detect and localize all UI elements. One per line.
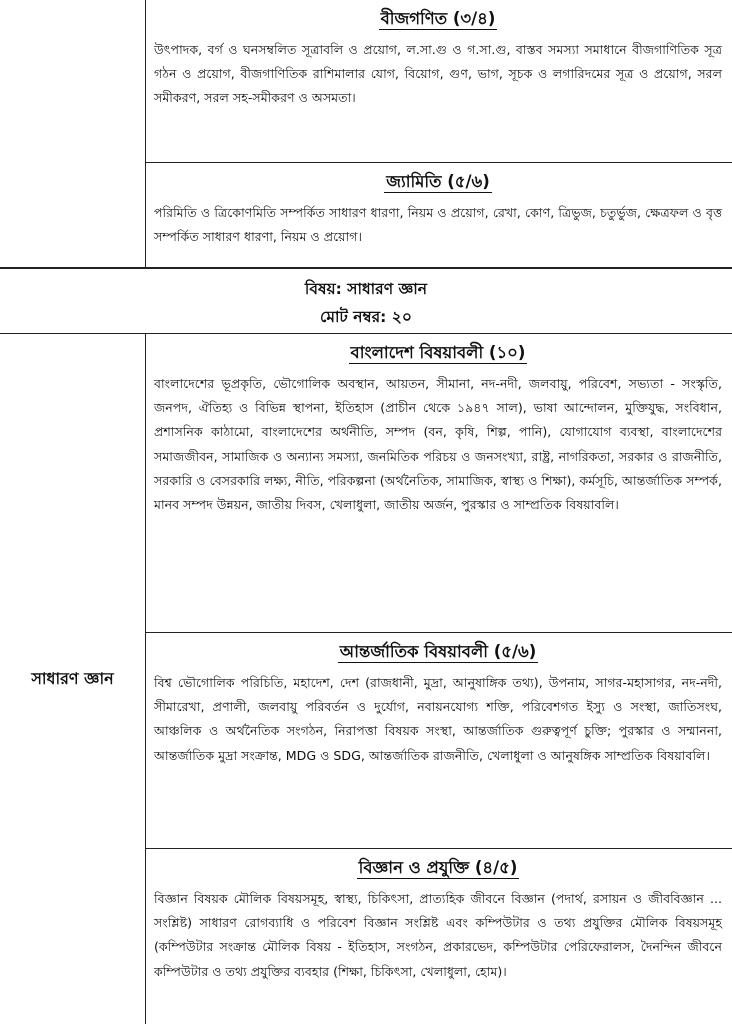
gk-row [0, 334, 732, 1024]
math-category-cell [0, 0, 146, 267]
bangladesh-affairs-section [146, 334, 732, 632]
geometry-title: জ্যামিতি (৫/৬) [386, 172, 490, 191]
geometry-body: পরিমিতি ও ত্রিকোণমিতি সম্পর্কিত সাধারণ ধারণা, নিয়ম ও প্রয়োগ, রেখা, কোণ, ত্রিভুজ, চতুর্ভুজ, ক্ষেত্রফল ও বৃত্ত সম্পর্কিত সাধারণ ধারণা, নিয়ম ও প্রয়োগ। [154, 205, 722, 245]
science-technology-body: বিজ্ঞান বিষয়ক মৌলিক বিষয়সমূহ, স্বাস্থ্য, চিকিৎসা, প্রাত্যহিক জীবনে বিজ্ঞান (পদার্থ, রসায়ন ও জীববিজ্ঞান ... সংশ্লিষ্ট) সাধারণ রোগব্যাধি ও পরিবেশ বিজ্ঞান সংশ্লিষ্ট এবং কম্পিউটার ও তথ্য প্রযুক্তির মৌলিক বিষয়সমূহ (কম্পিউটার সংক্রান্ত মৌলিক বিষয় - ইতিহাস, সংগঠন, প্রকারভেদ, কম্পিউটার পেরিফেরালস, দৈনন্দিন জীবনে কম্পিউটার ও তথ্য প্রযুক্তির ব্যবহার (শিক্ষা, চিকিৎসা, খেলাধুলা, হোম)। [154, 891, 722, 979]
international-affairs-section [146, 632, 732, 848]
international-affairs-title: আন্তর্জাতিক বিষয়াবলী (৫/৬) [339, 642, 537, 661]
geometry-section [146, 162, 732, 255]
algebra-title: বীজগণিত (৩/৪) [380, 9, 496, 28]
international-affairs-body: বিশ্ব ভৌগোলিক পরিচিতি, মহাদেশ, দেশ (রাজধানী, মুদ্রা, আনুষাঙ্গিক তথ্য), উপনাম, সাগর-মহাসাগর, নদ-নদী, সীমারেখা, প্রণালী, জলবায়ু পরিবর্তন ও দুর্যোগ, নবায়নযোগ্য শক্তি, পরিবেশগত ইস্যু ও সংস্থা, জাতিসংঘ, আঞ্চলিক ও অর্থনৈতিক সংগঠন, নিরাপত্তা বিষয়ক সংস্থা, আন্তর্জাতিক গুরুত্বপূর্ণ চুক্তি; পুরস্কার ও সম্মাননা, আন্তর্জাতিক মুদ্রা সংক্রান্ত, MDG ও SDG, আন্তর্জাতিক রাজনীতি, খেলাধুলা ও আনুষঙ্গিক সাম্প্রতিক বিষয়াবলি। [154, 675, 722, 763]
subject-title: বিষয়: সাধারণ জ্ঞান [304, 280, 428, 298]
science-technology-section [146, 848, 732, 990]
bangladesh-affairs-body: বাংলাদেশের ভূপ্রকৃতি, ভৌগোলিক অবস্থান, আয়তন, সীমানা, নদ-নদী, জলবায়ু, পরিবেশ, সভ্যতা - সংস্কৃতি, জনপদ, ঐতিহ্য ও বিভিন্ন স্থাপনা, ইতিহাস (প্রাচীন থেকে ১৯৪৭ সাল), ভাষা আন্দোলন, মুক্তিযুদ্ধ, সংবিধান, প্রশাসনিক কাঠামো, বাংলাদেশের অর্থনীতি, সম্পদ (বন, কৃষি, শিল্প, পানি), যোগাযোগ ব্যবস্থা, বাংলাদেশের সমাজজীবন, সামাজিক ও অন্যান্য সমস্যা, জনমিতিক পরিচয় ও জনসংখ্যা, রাষ্ট্র, নাগরিকতা, সরকার ও রাজনীতি, সরকারি ও বেসরকারি লক্ষ্য, নীতি, পরিকল্পনা (অর্থনৈতিক, সামাজিক, স্বাস্থ্য ও শিক্ষা), কর্মসূচি, আন্তর্জাতিক সম্পর্ক, মানব সম্পদ উন্নয়ন, জাতীয় দিবস, খেলাধুলা, জাতীয় অর্জন, পুরস্কার ও সাম্প্রতিক বিষয়াবলি। [154, 376, 722, 513]
subject-header [0, 268, 732, 334]
gk-sections [146, 334, 732, 1024]
gk-category-cell [0, 334, 146, 1024]
algebra-section [146, 0, 732, 162]
algebra-body: উৎপাদক, বর্গ ও ঘনসম্বলিত সূত্রাবলি ও প্রয়োগ, ল.সা.গু ও গ.সা.গু, বাস্তব সমস্যা সমাধানে বীজগাণিতিক সূত্র গঠন ও প্রয়োগ, বীজগাণিতিক রাশিমালার যোগ, বিয়োগ, গুণ, ভাগ, সূচক ও লগারিদমের সূত্র ও প্রয়োগ, সরল সমীকরণ, সরল সহ-সমীকরণ ও অসমতা। [154, 42, 722, 106]
bangladesh-affairs-title: বাংলাদেশ বিষয়াবলী (১০) [350, 343, 526, 362]
gk-category-label: সাধারণ জ্ঞান [31, 668, 114, 688]
science-technology-title: বিজ্ঞান ও প্রযুক্তি (৪/৫) [358, 858, 518, 877]
total-marks: মোট নম্বর: ২০ [320, 308, 412, 326]
math-row [0, 0, 732, 268]
math-sections [146, 0, 732, 267]
